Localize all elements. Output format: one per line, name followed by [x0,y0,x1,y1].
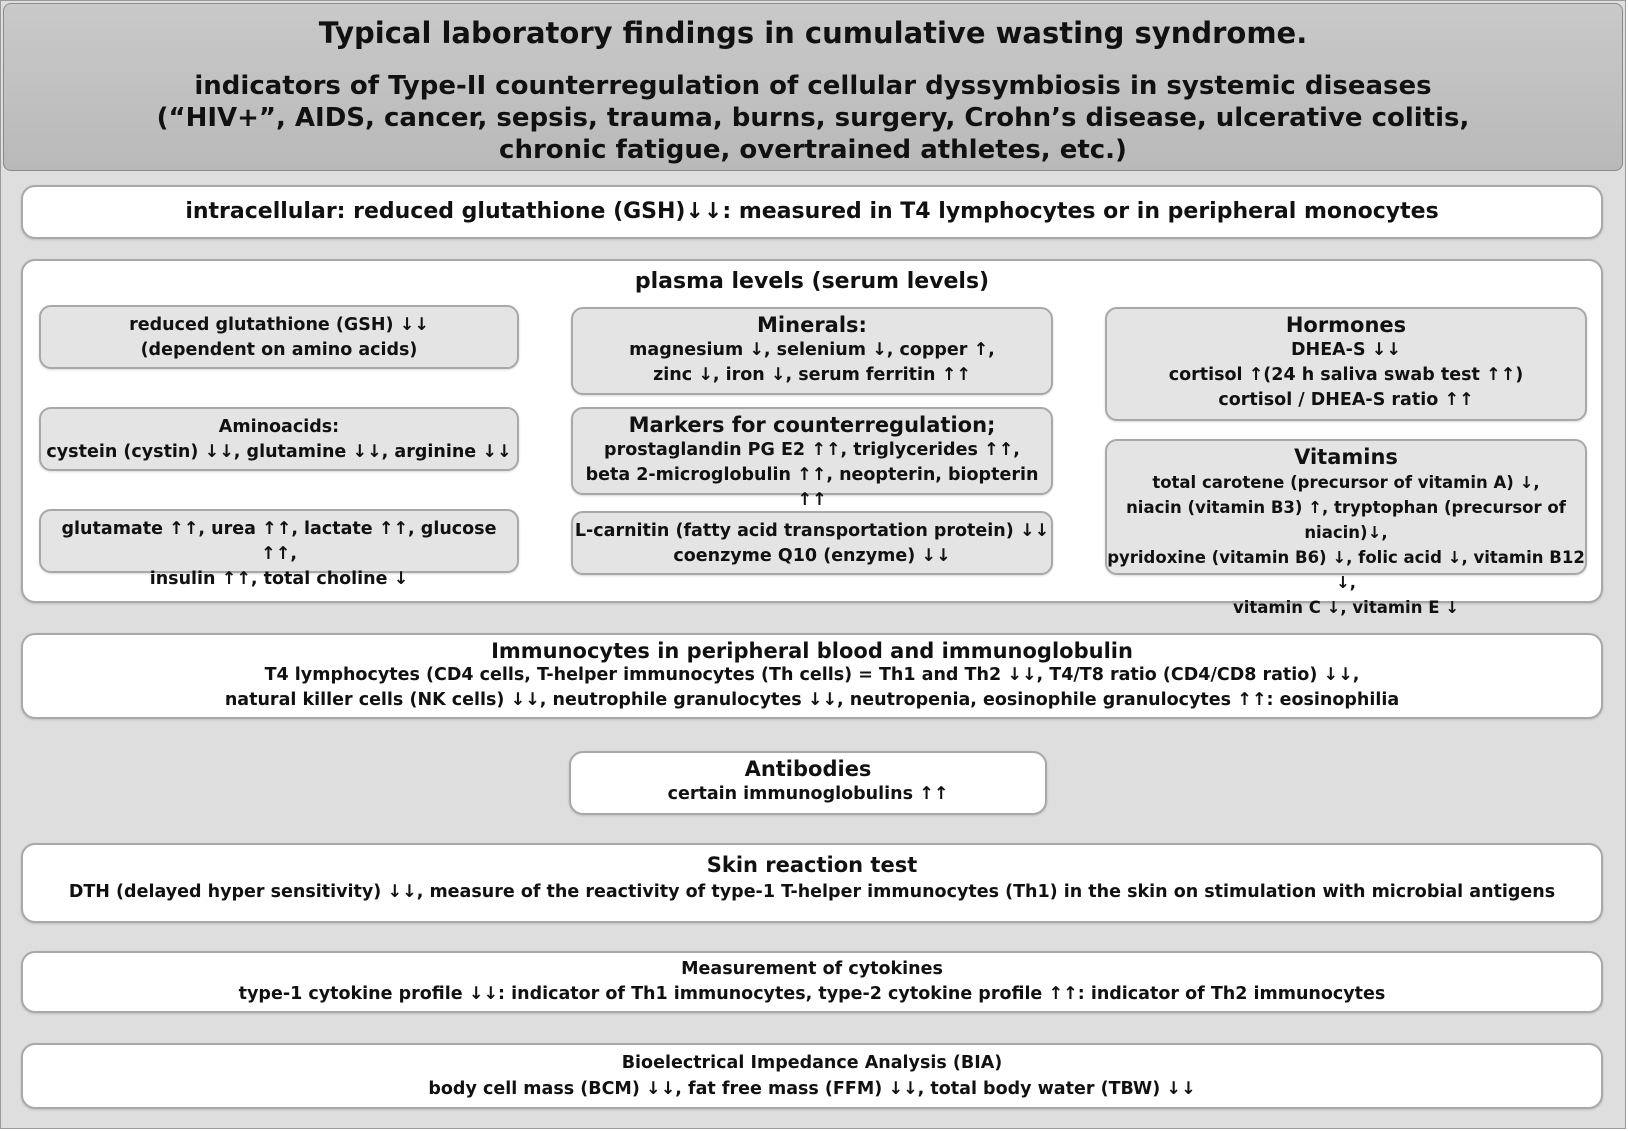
diagram-subtitle [4,70,1622,166]
vitamins-line: niacin (vitamin B3) ↑, tryptophan (precursor of niacin)↓, [1126,498,1566,542]
immunocytes-title: Immunocytes in peripheral blood and immunoglobulin [491,639,1133,663]
intracellular-panel [21,185,1603,239]
antibodies-line: certain immunoglobulins ↑↑ [667,784,949,804]
minerals-box [571,307,1053,395]
immunocytes-line: natural killer cells (NK cells) ↓↓, neutrophile granulocytes ↓↓, neutropenia, eosinophile granulocytes ↑↑: eosinophilia [224,690,1400,710]
carnitin-box [571,511,1053,575]
subtitle-line: indicators of Type-II counterregulation of cellular dyssymbiosis in systemic diseases [194,71,1432,101]
hormones-line: DHEA-S ↓↓ [1291,340,1401,360]
bia-title: Bioelectrical Impedance Analysis (BIA) [621,1053,1003,1073]
diagram-title: Typical laboratory findings in cumulative wasting syndrome. [318,16,1308,50]
vitamins-line: vitamin C ↓, vitamin E ↓ [1232,598,1460,617]
immunocytes-panel [21,633,1603,719]
minerals-title: Minerals: [757,313,867,337]
metabolites-line: glutamate ↑↑, urea ↑↑, lactate ↑↑, glucose ↑↑, [61,519,497,564]
metabolites-box [39,509,519,589]
markers-line: beta 2-microglobulin ↑↑, neopterin, biopterin ↑↑ [585,465,1039,510]
hormones-line: cortisol ↑(24 h saliva swab test ↑↑) [1168,365,1524,385]
gsh-line: reduced glutathione (GSH) ↓↓ [129,315,429,335]
markers-line: prostaglandin PG E2 ↑↑, triglycerides ↑↑, [604,440,1020,460]
skin-test-title: Skin reaction test [706,853,918,877]
vitamins-line: pyridoxine (vitamin B6) ↓, folic acid ↓, vitamin B12 ↓, [1107,548,1585,592]
intracellular-text: intracellular: reduced glutathione (GSH)↓↓: measured in T4 lymphocytes or in peripheral monocytes [185,199,1439,224]
cytokines-panel [21,951,1603,1013]
minerals-line: zinc ↓, iron ↓, serum ferritin ↑↑ [653,365,971,385]
hormones-line: cortisol / DHEA-S ratio ↑↑ [1218,390,1474,410]
skin-test-line: DTH (delayed hyper sensitivity) ↓↓, measure of the reactivity of type-1 T-helper immunocytes (Th1) in the skin on stimulation with microbial antigens [68,882,1556,902]
aminoacids-title: Aminoacids: [218,417,340,437]
vitamins-box [1105,439,1587,617]
carnitin-line: L-carnitin (fatty acid transportation protein) ↓↓ [574,521,1050,541]
gsh-line: (dependent on amino acids) [140,340,418,360]
gsh-box [39,305,519,369]
metabolites-line: insulin ↑↑, total choline ↓ [149,569,409,589]
vitamins-line: total carotene (precursor of vitamin A) ↓, [1152,473,1540,492]
hormones-box [1105,307,1587,421]
cytokines-line: type-1 cytokine profile ↓↓: indicator of Th1 immunocytes, type-2 cytokine profile ↑↑: indicator of Th2 immunocytes [238,984,1386,1004]
carnitin-line: coenzyme Q10 (enzyme) ↓↓ [673,546,951,566]
bia-line: body cell mass (BCM) ↓↓, fat free mass (FFM) ↓↓, total body water (TBW) ↓↓ [428,1079,1196,1099]
aminoacids-line: cystein (cystin) ↓↓, glutamine ↓↓, arginine ↓↓ [46,442,512,462]
markers-title: Markers for counterregulation; [628,413,996,437]
vitamins-title: Vitamins [1294,445,1398,469]
antibodies-panel [569,751,1047,815]
immunocytes-line: T4 lymphocytes (CD4 cells, T-helper immunocytes (Th cells) = Th1 and Th2 ↓↓, T4/T8 ratio (CD4/CD8 ratio) ↓↓, [264,665,1360,685]
bia-panel [21,1043,1603,1109]
markers-box [571,407,1053,510]
antibodies-title: Antibodies [744,757,872,781]
aminoacids-box [39,407,519,471]
plasma-panel [21,259,1603,617]
hormones-title: Hormones [1285,313,1407,337]
header-banner [3,3,1623,171]
subtitle-line: chronic fatigue, overtrained athletes, etc.) [499,135,1127,165]
minerals-line: magnesium ↓, selenium ↓, copper ↑, [629,340,995,360]
subtitle-line: (“HIV+”, AIDS, cancer, sepsis, trauma, burns, surgery, Crohn’s disease, ulcerative colitis, [156,103,1470,133]
plasma-title: plasma levels (serum levels) [634,269,990,294]
cytokines-title: Measurement of cytokines [681,959,943,979]
skin-test-panel [21,843,1603,923]
